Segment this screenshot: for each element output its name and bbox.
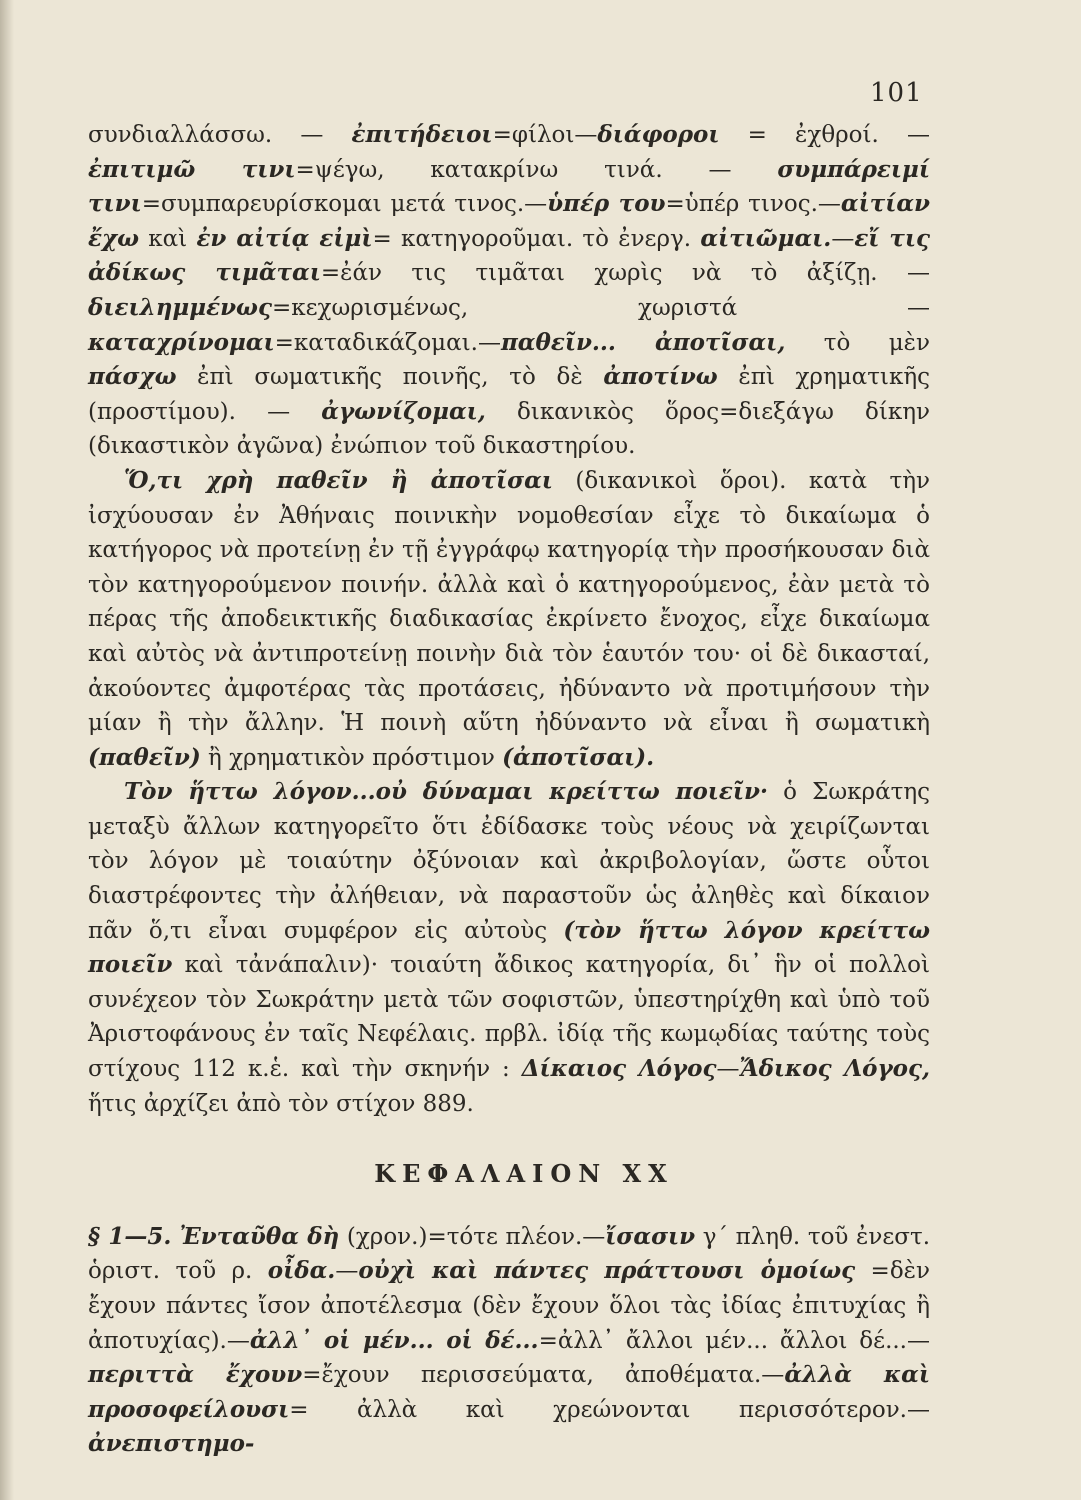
lemma-term: ἐπιτιμῶ τινι	[88, 155, 296, 183]
commentary-run: τὸ μὲν	[785, 329, 931, 356]
commentary-run: ἥτις ἀρχίζει ἀπὸ τὸν στίχον 889.	[88, 1090, 474, 1117]
commentary-run: =καταδικάζομαι.—	[274, 329, 501, 356]
lemma-term: αἰτιῶμαι.	[700, 224, 832, 252]
commentary-run: συνδιαλλάσσω. —	[88, 122, 352, 148]
commentary-run: =ὑπέρ τινος.—	[665, 191, 841, 218]
lemma-term: διάφοροι	[597, 121, 720, 148]
lemma-term: Τὸν ἥττω λόγον...οὐ δύναμαι κρείττω ποιεῖν·	[124, 778, 769, 806]
lemma-term: περιττὰ ἔχουν	[88, 1361, 303, 1389]
commentary-run: καὶ τἀνάπαλιν)· τοιαύτη ἄδικος κατηγορία, δι᾽ ἣν οἱ πολλοὶ συνέχεον τὸν Σωκράτην μετὰ τῶν σοφιστῶν, ὑπεστηρίχθη καὶ ὑπὸ τοῦ Ἀριστοφάνους ἐν ταῖς Νεφέλαις. πρβλ. ἰδίᾳ τῆς κωμῳδίας ταύτης τοὺς στίχους 112 κ.ἑ. καὶ τὴν σκηνήν :	[88, 952, 930, 1083]
lemma-term: ἴσασιν	[605, 1222, 696, 1250]
lemma-term: ἀποτίνω	[603, 363, 718, 391]
commentary-run: δικανικὸς ὅρος=διεξάγω δίκην (δικαστικὸν ἀγῶνα) ἐνώπιον τοῦ δικαστηρίου.	[88, 398, 930, 460]
lemma-term: ἀγωνίζομαι,	[321, 397, 486, 425]
lemma-term: ἀλλ᾽ οἱ μέν... οἱ δέ...	[249, 1326, 539, 1354]
commentary-run: =ἔχουν περισσεύματα, ἀποθέματα.—	[302, 1362, 785, 1389]
commentary-run: καὶ	[139, 225, 197, 252]
commentary-run: γ΄ πληθ. τοῦ ἐνεστ. ὁριστ. τοῦ ρ.	[88, 1223, 930, 1285]
lemma-term: καταχρίνομαι	[88, 328, 275, 356]
paragraph-section-1-5	[88, 1220, 930, 1462]
lemma-term: αἰτίαν ἔχω	[88, 190, 930, 252]
lemma-term: Ἄδικος Λόγος,	[739, 1055, 930, 1083]
lemma-term: (παθεῖν)	[88, 743, 201, 771]
commentary-run: =συμπαρευρίσκομαι μετά τινος.—	[141, 191, 548, 218]
lemma-term: συμπάρειμί τινι	[88, 155, 930, 218]
lemma-term: Ἐνταῦθα δὴ	[179, 1222, 340, 1250]
lemma-term: οὐχὶ καὶ πάντες πράττουσι ὁμοίως	[358, 1257, 856, 1285]
lemma-term: ἀνεπιστημο-	[88, 1430, 255, 1458]
commentary-run: = ἐχθροί. —	[719, 122, 930, 148]
lemma-term: παθεῖν... ἀποτῖσαι,	[500, 328, 786, 356]
commentary-run: ἐπὶ σωματικῆς ποινῆς, τὸ δὲ	[176, 364, 604, 391]
lemma-term: ἐπιτήδειοι	[351, 121, 493, 148]
commentary-run: =φίλοι—	[492, 122, 598, 148]
lemma-term: § 1—5.	[88, 1222, 180, 1250]
commentary-run: —	[716, 1056, 740, 1083]
lemma-term: πάσχω	[88, 363, 177, 391]
page-gutter-shadow	[0, 0, 14, 1500]
lemma-term: ἐν αἰτίᾳ εἰμὶ	[196, 224, 373, 252]
commentary-run: —	[831, 225, 855, 252]
lemma-term: εἴ τις ἀδίκως τιμᾶται	[88, 224, 930, 287]
lemma-term: (τὸν ἥττω λόγον κρείττω ποιεῖν	[88, 916, 930, 979]
commentary-run: =ψέγω, κατακρίνω τινά. —	[295, 156, 778, 183]
chapter-heading: ΚΕΦΑΛΑΙΟΝ XX	[374, 1159, 674, 1189]
commentary-run: =δὲν ἔχουν πάντες ἴσον ἀποτέλεσμα (δὲν ἔχουν ὅλοι τὰς ἰδίας ἐπιτυχίας ἢ ἀποτυχίας).—	[88, 1258, 930, 1354]
commentary-run: —	[335, 1258, 359, 1285]
commentary-run: = ἀλλὰ καὶ χρεώνονται περισσότερον.—	[289, 1396, 930, 1423]
lemma-term: ὑπέρ του	[547, 190, 666, 218]
commentary-run: ἐπὶ χρηματικῆς (προστίμου). —	[88, 364, 930, 425]
lemma-term: διειλημμένως	[88, 293, 272, 321]
page-number: 101	[870, 78, 923, 108]
paragraph-2	[88, 464, 930, 775]
commentary-run: =ἐάν τις τιμᾶται χωρὶς νὰ τὸ ἀξίζῃ. —	[320, 260, 930, 287]
commentary-run: =κεχωρισμένως, χωριστά —	[271, 294, 930, 321]
commentary-run: ὁ Σωκράτης μεταξὺ ἄλλων κατηγορεῖτο ὅτι ἐδίδασκε τοὺς νέους νὰ χειρίζωνται τὸν λόγον μὲ τοιαύτην ὀξύνοιαν καὶ ἀκριβολογίαν, ὥστε οὗτοι διαστρέφοντες τὴν ἀλήθειαν, νὰ παραστοῦν ὡς ἀληθὲς καὶ δίκαιον πᾶν ὅ,τι εἶναι συμφέρον εἰς αὐτοὺς	[88, 779, 930, 944]
lemma-term: ἀλλὰ καὶ προσοφείλουσι	[88, 1361, 930, 1423]
commentary-run: (χρον.)=τότε πλέον.—	[339, 1223, 606, 1250]
paragraph-1	[88, 118, 930, 464]
commentary-text	[88, 118, 930, 1462]
commentary-run: =ἀλλ᾽ ἄλλοι μέν... ἄλλοι δέ...—	[538, 1327, 930, 1354]
lemma-term: Δίκαιος Λόγος	[521, 1055, 717, 1083]
lemma-term: Ὅ,τι χρὴ παθεῖν ἢ ἀποτῖσαι	[124, 466, 553, 494]
commentary-run: (δικανικοὶ ὅροι). κατὰ τὴν ἰσχύουσαν ἐν Ἀθήναις ποινικὴν νομοθεσίαν εἶχε τὸ δικαίωμα ὁ κατήγορος νὰ προτείνῃ ἐν τῇ ἐγγράφῳ κατηγορίᾳ τὴν προσήκουσαν διὰ τὸν κατηγορούμενον ποινήν. ἀλλὰ καὶ ὁ κατηγορούμενος, ἐὰν μετὰ τὸ πέρας τῆς ἀποδεικτικῆς διαδικασίας ἐκρίνετο ἔνοχος, εἶχε δικαίωμα καὶ αὐτὸς νὰ ἀντιπροτείνῃ ποινὴν διὰ τὸν ἑαυτόν του· οἱ δὲ δικασταί, ἀκούοντες ἀμφοτέρας τὰς προτάσεις, ἠδύναντο νὰ προτιμήσουν τὴν μίαν ἢ τὴν ἄλλην. Ἡ ποινὴ αὕτη ἠδύναντο νὰ εἶναι ἢ σωματικὴ	[88, 467, 930, 737]
lemma-term: οἶδα.	[267, 1257, 336, 1285]
commentary-run: ἢ χρηματικὸν πρόστιμον	[200, 744, 503, 771]
lemma-term: (ἀποτῖσαι).	[502, 743, 655, 771]
commentary-run: = κατηγοροῦμαι. τὸ ἐνεργ.	[372, 225, 701, 252]
paragraph-3	[88, 775, 930, 1121]
